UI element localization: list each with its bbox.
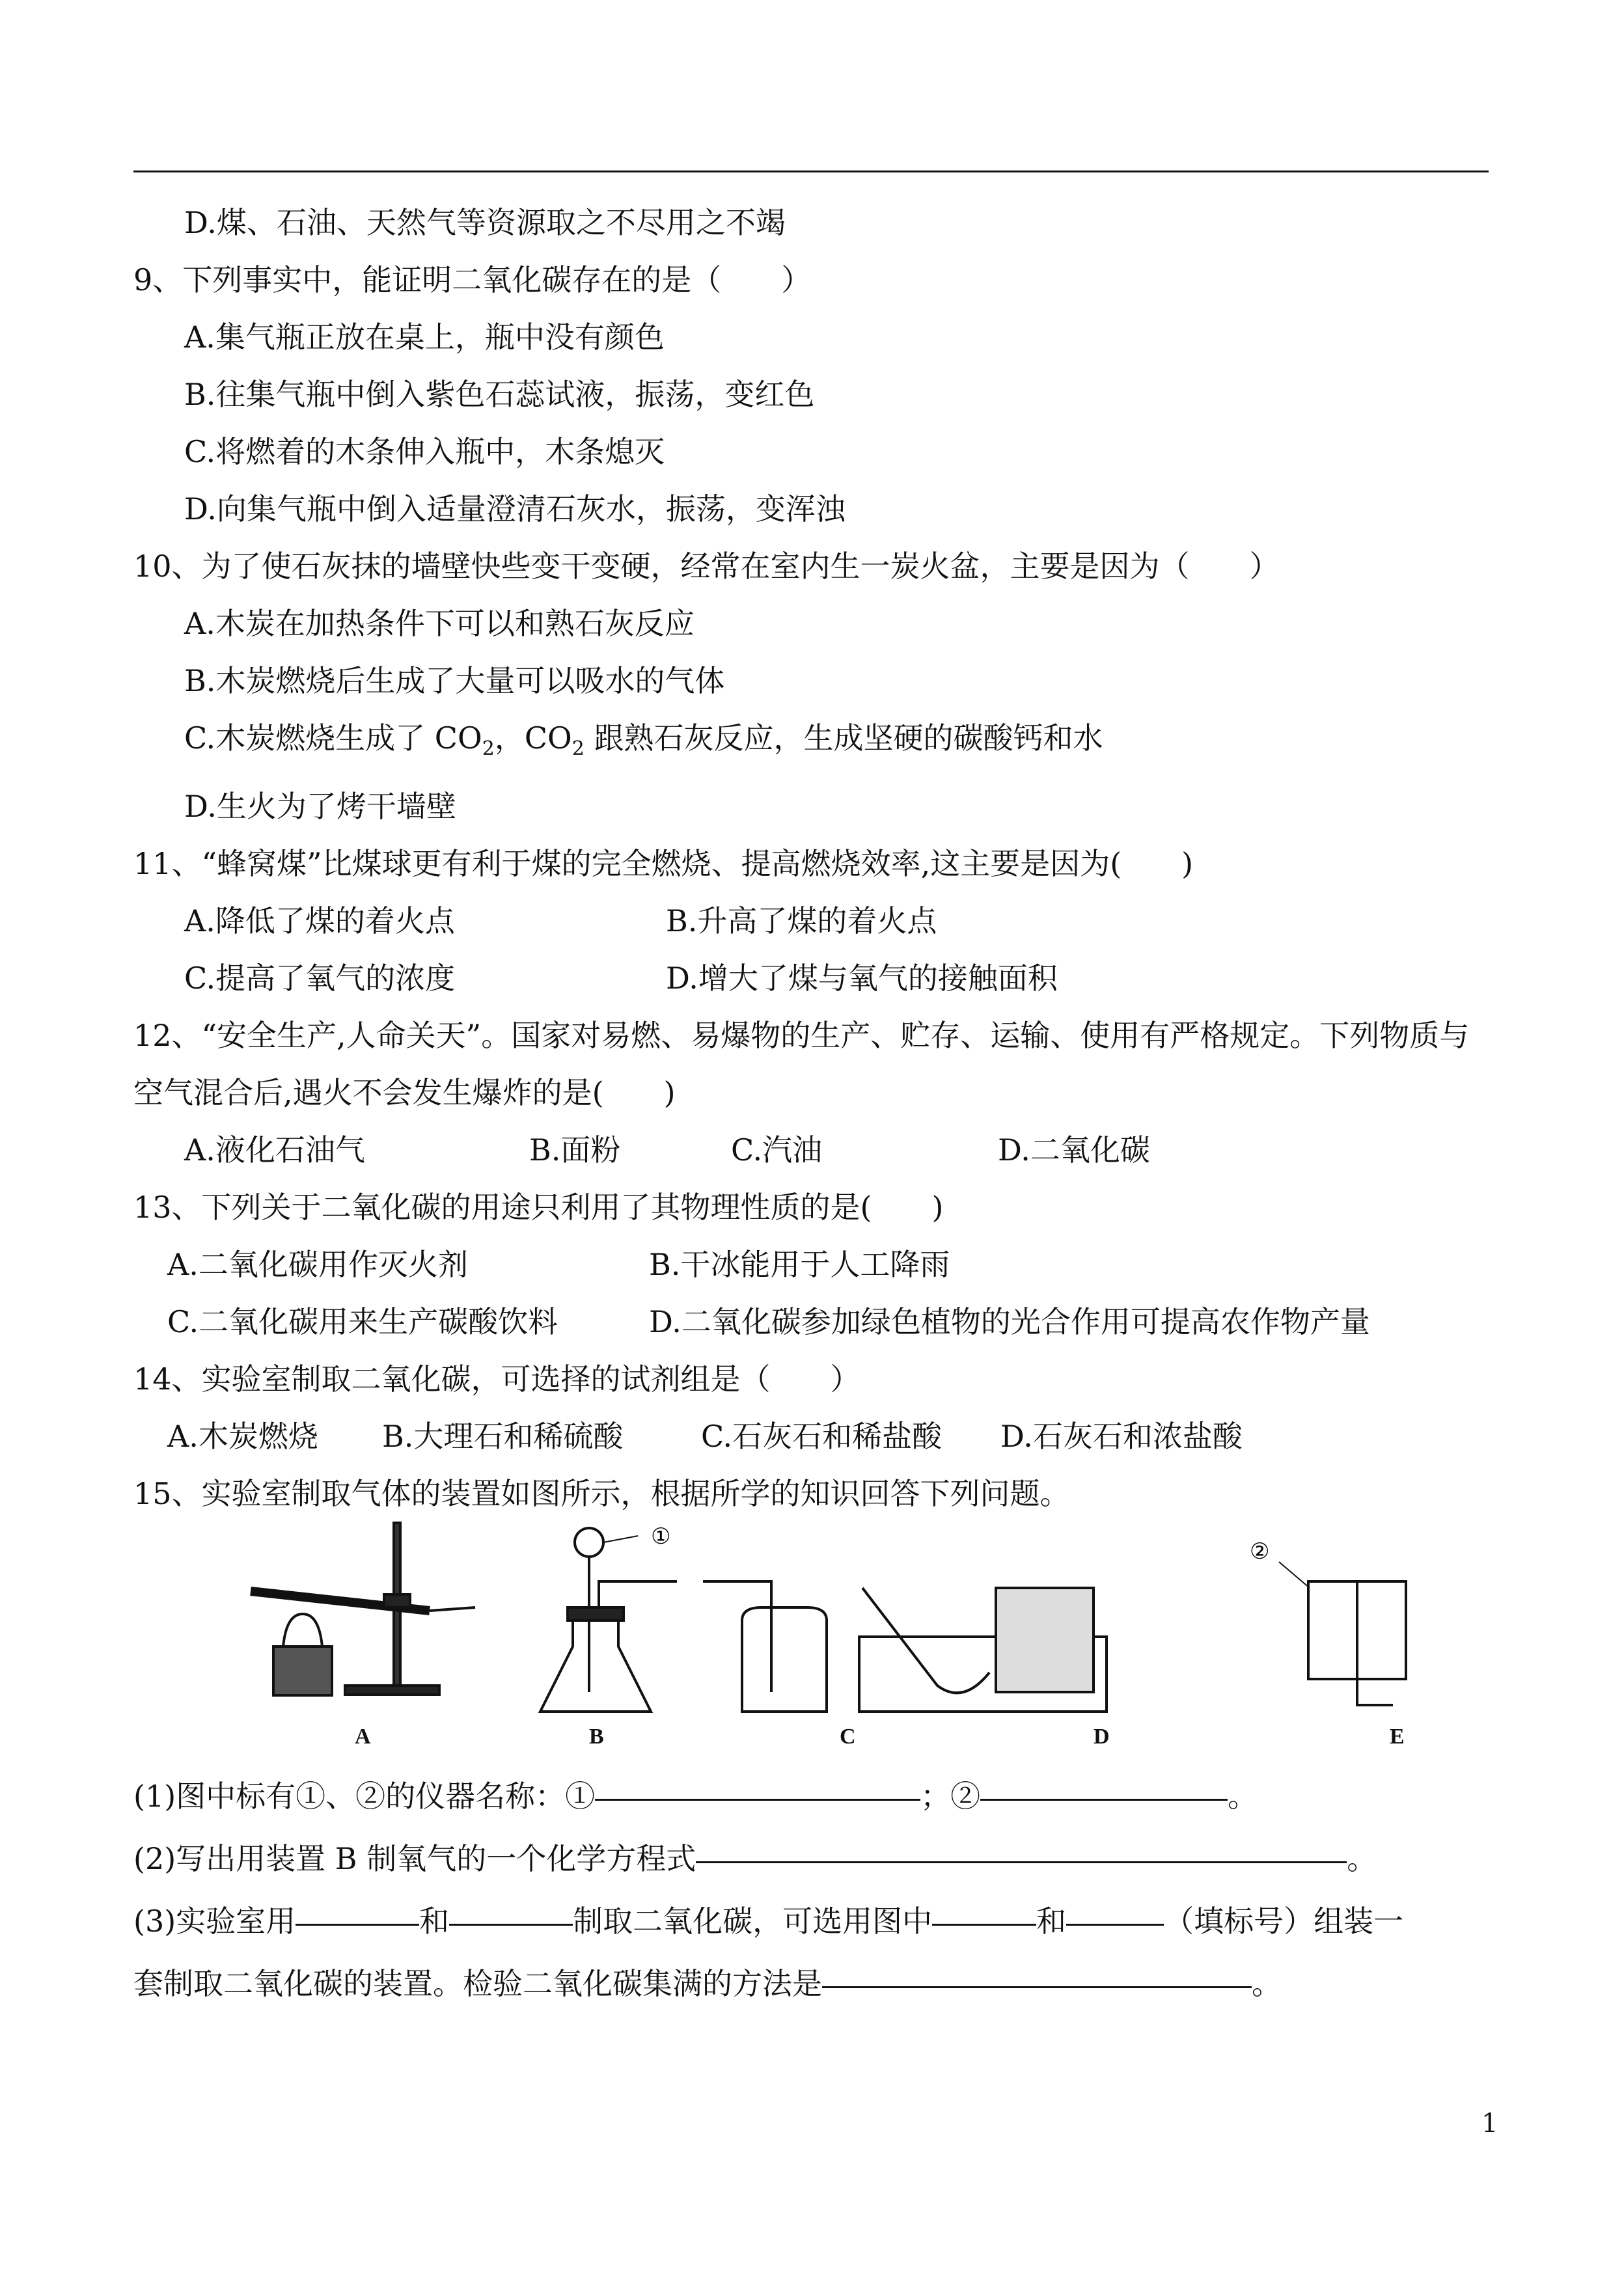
q10-stem: 10、为了使石灰抹的墙壁快些变干变硬，经常在室内生一炭火盆，主要是因为（ ） <box>133 549 1280 584</box>
q13-option-d: D.二氧化碳参加绿色植物的光合作用可提高农作物产量 <box>649 1304 1370 1340</box>
q10-option-b: B.木炭燃烧后生成了大量可以吸水的气体 <box>184 663 725 698</box>
q14-option-a: A.木炭燃烧 <box>167 1419 318 1455</box>
inverted-bottle <box>996 1588 1094 1692</box>
answer-blank-1[interactable] <box>595 1765 920 1801</box>
alcohol-lamp <box>283 1614 322 1647</box>
q9-option-a: A.集气瓶正放在桌上，瓶中没有颜色 <box>184 320 665 355</box>
q15-sub2 <box>133 1827 1494 1890</box>
q9-option-d: D.向集气瓶中倒入适量澄清石灰水，振荡，变浑浊 <box>184 491 846 526</box>
marker-line-2 <box>1279 1562 1310 1588</box>
q15-sub1-end: 。 <box>1228 1779 1258 1814</box>
figure-label-c: C <box>840 1725 856 1749</box>
q9-stem: 9、下列事实中，能证明二氧化碳存在的是（ ） <box>133 262 812 297</box>
delivery-tube-d <box>862 1588 989 1693</box>
page-number: 1 <box>1481 2109 1498 2139</box>
q11-option-b: B.升高了煤的着火点 <box>666 903 937 939</box>
answer-blank-3[interactable] <box>696 1827 1347 1863</box>
q15-sub3-text-b: 和 <box>419 1904 450 1939</box>
q15-sub3-text-a: (3)实验室用 <box>133 1904 296 1939</box>
clamp <box>384 1594 410 1607</box>
q15-sub2-end: 。 <box>1347 1841 1377 1876</box>
q11-option-d: D.增大了煤与氧气的接触面积 <box>666 961 1058 996</box>
q14-option-d: D.石灰石和浓盐酸 <box>1000 1419 1243 1455</box>
q12-option-d: D.二氧化碳 <box>998 1132 1150 1168</box>
q13-options-row1 <box>133 1236 1494 1293</box>
q13-option-c: C.二氧化碳用来生产碳酸饮料 <box>167 1304 558 1340</box>
figure-label-d: D <box>1094 1725 1110 1749</box>
answer-blank-6[interactable] <box>932 1890 1036 1926</box>
q12-option-a: A.液化石油气 <box>184 1132 365 1168</box>
marker-line-1 <box>603 1536 638 1542</box>
q9-option-c: C.将燃着的木条伸入瓶中，木条熄灭 <box>184 434 665 469</box>
q12-option-c: C.汽油 <box>731 1132 823 1168</box>
q10-c-sub1: 2 <box>482 737 495 761</box>
q11-options-row2 <box>133 950 1494 1007</box>
q8-option-d: D.煤、石油、天然气等资源取之不尽用之不竭 <box>184 205 786 240</box>
q15-subquestions <box>133 1765 1494 2015</box>
question-body <box>133 194 1494 1522</box>
q10-option-d: D.生火为了烤干墙壁 <box>184 789 456 825</box>
separatory-funnel <box>575 1528 603 1557</box>
q15-sub3-text-e: （填标号）组装一 <box>1164 1904 1404 1939</box>
q15-sub3-line1 <box>133 1890 1494 1952</box>
q12-stem: 12、“安全生产,人命关天”。国家对易燃、易爆物的生产、贮存、运输、使用有严格规定。下列物质与空气混合后,遇火不会发生爆炸的是( ) <box>133 1018 1470 1111</box>
q15-sub3-line2 <box>133 1952 1494 2015</box>
flask-stopper <box>568 1607 624 1620</box>
q11-option-a: A.降低了煤的着火点 <box>184 903 455 939</box>
answer-blank-5[interactable] <box>449 1890 573 1926</box>
q10-c-part3: 跟熟石灰反应，生成坚硬的碳酸钙和水 <box>584 720 1103 756</box>
delivery-tube-b <box>599 1581 677 1607</box>
q11-option-c: C.提高了氧气的浓度 <box>184 961 456 996</box>
q15-sub3-text-d: 和 <box>1036 1904 1067 1939</box>
q10-c-sub2: 2 <box>571 737 585 761</box>
q12-options <box>133 1121 1494 1179</box>
marker-2: ② <box>1250 1538 1270 1565</box>
q11-stem: 11、“蜂窝煤”比煤球更有利于煤的完全燃烧、提高燃烧效率,这主要是因为( ) <box>133 846 1194 882</box>
figure-label-b: B <box>589 1725 604 1749</box>
q13-option-b: B.干冰能用于人工降雨 <box>649 1247 950 1283</box>
q13-option-a: A.二氧化碳用作灭火剂 <box>167 1247 468 1283</box>
q15-sub1 <box>133 1765 1494 1827</box>
q14-option-b: B.大理石和稀硫酸 <box>382 1419 624 1455</box>
q15-sub1-mid: ；② <box>920 1779 981 1814</box>
apparatus-figure <box>234 1516 1510 1764</box>
q10-option-c <box>133 709 1494 778</box>
q15-sub2-text: (2)写出用装置 B 制氧气的一个化学方程式 <box>133 1841 696 1876</box>
delivery-tube-e <box>1357 1581 1393 1705</box>
figure-label-e: E <box>1390 1725 1405 1749</box>
q15-sub3-text-f: 套制取二氧化碳的装置。检验二氧化碳集满的方法是 <box>133 1966 822 2001</box>
delivery-tube-a <box>430 1607 475 1611</box>
answer-blank-7[interactable] <box>1066 1890 1164 1926</box>
delivery-tube-c <box>703 1581 771 1692</box>
q9-option-b: B.往集气瓶中倒入紫色石蕊试液，振荡，变红色 <box>184 377 815 412</box>
q13-options-row2 <box>133 1293 1494 1350</box>
q14-option-c: C.石灰石和稀盐酸 <box>701 1419 943 1455</box>
q10-c-part1: C.木炭燃烧生成了 CO <box>184 720 482 756</box>
answer-blank-4[interactable] <box>296 1890 419 1926</box>
apparatus-drawing <box>234 1516 1510 1725</box>
q15-sub3-text-c: 制取二氧化碳，可选用图中 <box>573 1904 933 1939</box>
figure-label-a: A <box>355 1725 371 1749</box>
marker-1: ① <box>651 1524 671 1550</box>
q15-sub1-text: (1)图中标有①、②的仪器名称：① <box>133 1779 596 1814</box>
q12-option-b: B.面粉 <box>529 1132 621 1168</box>
q11-options-row1 <box>133 892 1494 950</box>
collecting-bottle-c <box>742 1607 827 1712</box>
stand-base <box>345 1686 439 1695</box>
q10-c-part2: ，CO <box>494 720 572 756</box>
q14-stem: 14、实验室制取二氧化碳，可选择的试剂组是（ ） <box>133 1361 860 1397</box>
q13-stem: 13、下列关于二氧化碳的用途只利用了其物理性质的是( ) <box>133 1190 944 1225</box>
q10-option-a: A.木炭在加热条件下可以和熟石灰反应 <box>184 606 695 641</box>
header-rule <box>133 171 1489 172</box>
conical-flask <box>540 1614 651 1712</box>
answer-blank-8[interactable] <box>822 1952 1252 1988</box>
lamp-block <box>273 1647 332 1695</box>
q14-options <box>133 1408 1494 1465</box>
q15-sub3-end: 。 <box>1252 1966 1282 2001</box>
answer-blank-2[interactable] <box>980 1765 1228 1801</box>
q15-stem: 15、实验室制取气体的装置如图所示，根据所学的知识回答下列问题。 <box>133 1476 1070 1512</box>
